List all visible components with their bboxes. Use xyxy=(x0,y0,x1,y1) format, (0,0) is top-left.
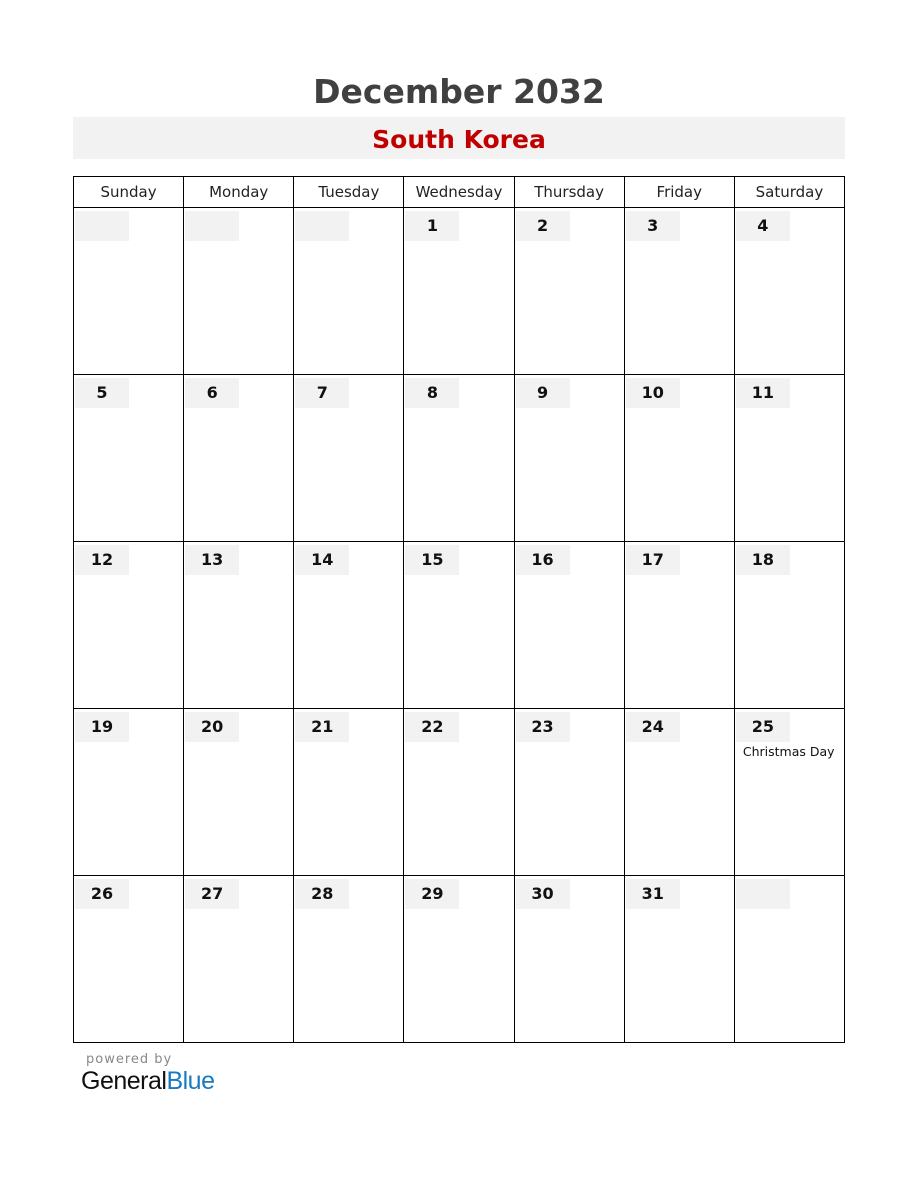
day-cell[interactable] xyxy=(74,208,184,375)
day-number: 27 xyxy=(185,879,239,909)
day-cell[interactable] xyxy=(624,709,734,876)
day-number: 4 xyxy=(736,211,790,241)
day-number: 26 xyxy=(75,879,129,909)
day-number xyxy=(295,211,349,241)
day-cell[interactable] xyxy=(514,375,624,542)
day-number: 3 xyxy=(626,211,680,241)
day-number: 11 xyxy=(736,378,790,408)
day-cell[interactable] xyxy=(184,375,294,542)
day-number: 21 xyxy=(295,712,349,742)
weekday-header: Saturday xyxy=(734,177,844,208)
day-cell[interactable] xyxy=(514,876,624,1043)
day-number: 5 xyxy=(75,378,129,408)
generalblue-logo[interactable] xyxy=(81,1067,215,1096)
day-cell[interactable] xyxy=(734,876,844,1043)
day-number: 9 xyxy=(516,378,570,408)
weekday-header: Friday xyxy=(624,177,734,208)
day-cell[interactable] xyxy=(404,709,514,876)
day-cell[interactable] xyxy=(624,542,734,709)
day-number: 29 xyxy=(405,879,459,909)
calendar-grid xyxy=(73,176,845,1043)
day-number: 12 xyxy=(75,545,129,575)
weekday-header: Thursday xyxy=(514,177,624,208)
day-number: 10 xyxy=(626,378,680,408)
day-number: 14 xyxy=(295,545,349,575)
day-cell[interactable] xyxy=(294,876,404,1043)
day-cell[interactable] xyxy=(74,375,184,542)
week-row xyxy=(74,709,845,876)
day-cell[interactable] xyxy=(294,542,404,709)
week-row xyxy=(74,542,845,709)
day-number: 15 xyxy=(405,545,459,575)
day-cell[interactable] xyxy=(294,709,404,876)
holiday-label: Christmas Day xyxy=(742,744,835,759)
day-cell[interactable] xyxy=(734,709,844,876)
day-number xyxy=(75,211,129,241)
weekday-header: Tuesday xyxy=(294,177,404,208)
day-cell[interactable] xyxy=(624,375,734,542)
logo-blue: Blue xyxy=(166,1067,215,1095)
day-cell[interactable] xyxy=(74,542,184,709)
day-number: 25 xyxy=(736,712,790,742)
day-number: 20 xyxy=(185,712,239,742)
day-cell[interactable] xyxy=(734,542,844,709)
day-cell[interactable] xyxy=(514,709,624,876)
powered-by: powered by xyxy=(86,1052,173,1067)
logo-general: General xyxy=(81,1067,167,1095)
day-cell[interactable] xyxy=(404,375,514,542)
day-cell[interactable] xyxy=(734,208,844,375)
country-name: South Korea xyxy=(372,125,546,154)
weekday-header: Monday xyxy=(184,177,294,208)
weekday-header: Wednesday xyxy=(404,177,514,208)
day-number: 1 xyxy=(405,211,459,241)
day-cell[interactable] xyxy=(74,876,184,1043)
country-band xyxy=(73,117,845,159)
day-cell[interactable] xyxy=(514,208,624,375)
day-cell[interactable] xyxy=(514,542,624,709)
week-row xyxy=(74,375,845,542)
day-number: 24 xyxy=(626,712,680,742)
day-number xyxy=(185,211,239,241)
day-cell[interactable] xyxy=(74,709,184,876)
day-cell[interactable] xyxy=(184,542,294,709)
day-number: 22 xyxy=(405,712,459,742)
day-cell[interactable] xyxy=(624,208,734,375)
day-number: 2 xyxy=(516,211,570,241)
day-number: 31 xyxy=(626,879,680,909)
day-cell[interactable] xyxy=(184,709,294,876)
day-cell[interactable] xyxy=(624,876,734,1043)
day-number: 30 xyxy=(516,879,570,909)
day-number: 28 xyxy=(295,879,349,909)
day-cell[interactable] xyxy=(184,876,294,1043)
day-number: 13 xyxy=(185,545,239,575)
page-title: December 2032 xyxy=(313,72,605,111)
day-number: 7 xyxy=(295,378,349,408)
day-cell[interactable] xyxy=(294,208,404,375)
weekday-header: Sunday xyxy=(74,177,184,208)
day-number: 18 xyxy=(736,545,790,575)
day-cell[interactable] xyxy=(734,375,844,542)
day-cell[interactable] xyxy=(184,208,294,375)
day-number xyxy=(736,879,790,909)
day-number: 17 xyxy=(626,545,680,575)
day-number: 6 xyxy=(185,378,239,408)
day-number: 23 xyxy=(516,712,570,742)
week-row xyxy=(74,208,845,375)
day-cell[interactable] xyxy=(404,876,514,1043)
day-number: 8 xyxy=(405,378,459,408)
day-cell[interactable] xyxy=(404,208,514,375)
week-row xyxy=(74,876,845,1043)
day-cell[interactable] xyxy=(294,375,404,542)
day-cell[interactable] xyxy=(404,542,514,709)
day-number: 16 xyxy=(516,545,570,575)
day-number: 19 xyxy=(75,712,129,742)
